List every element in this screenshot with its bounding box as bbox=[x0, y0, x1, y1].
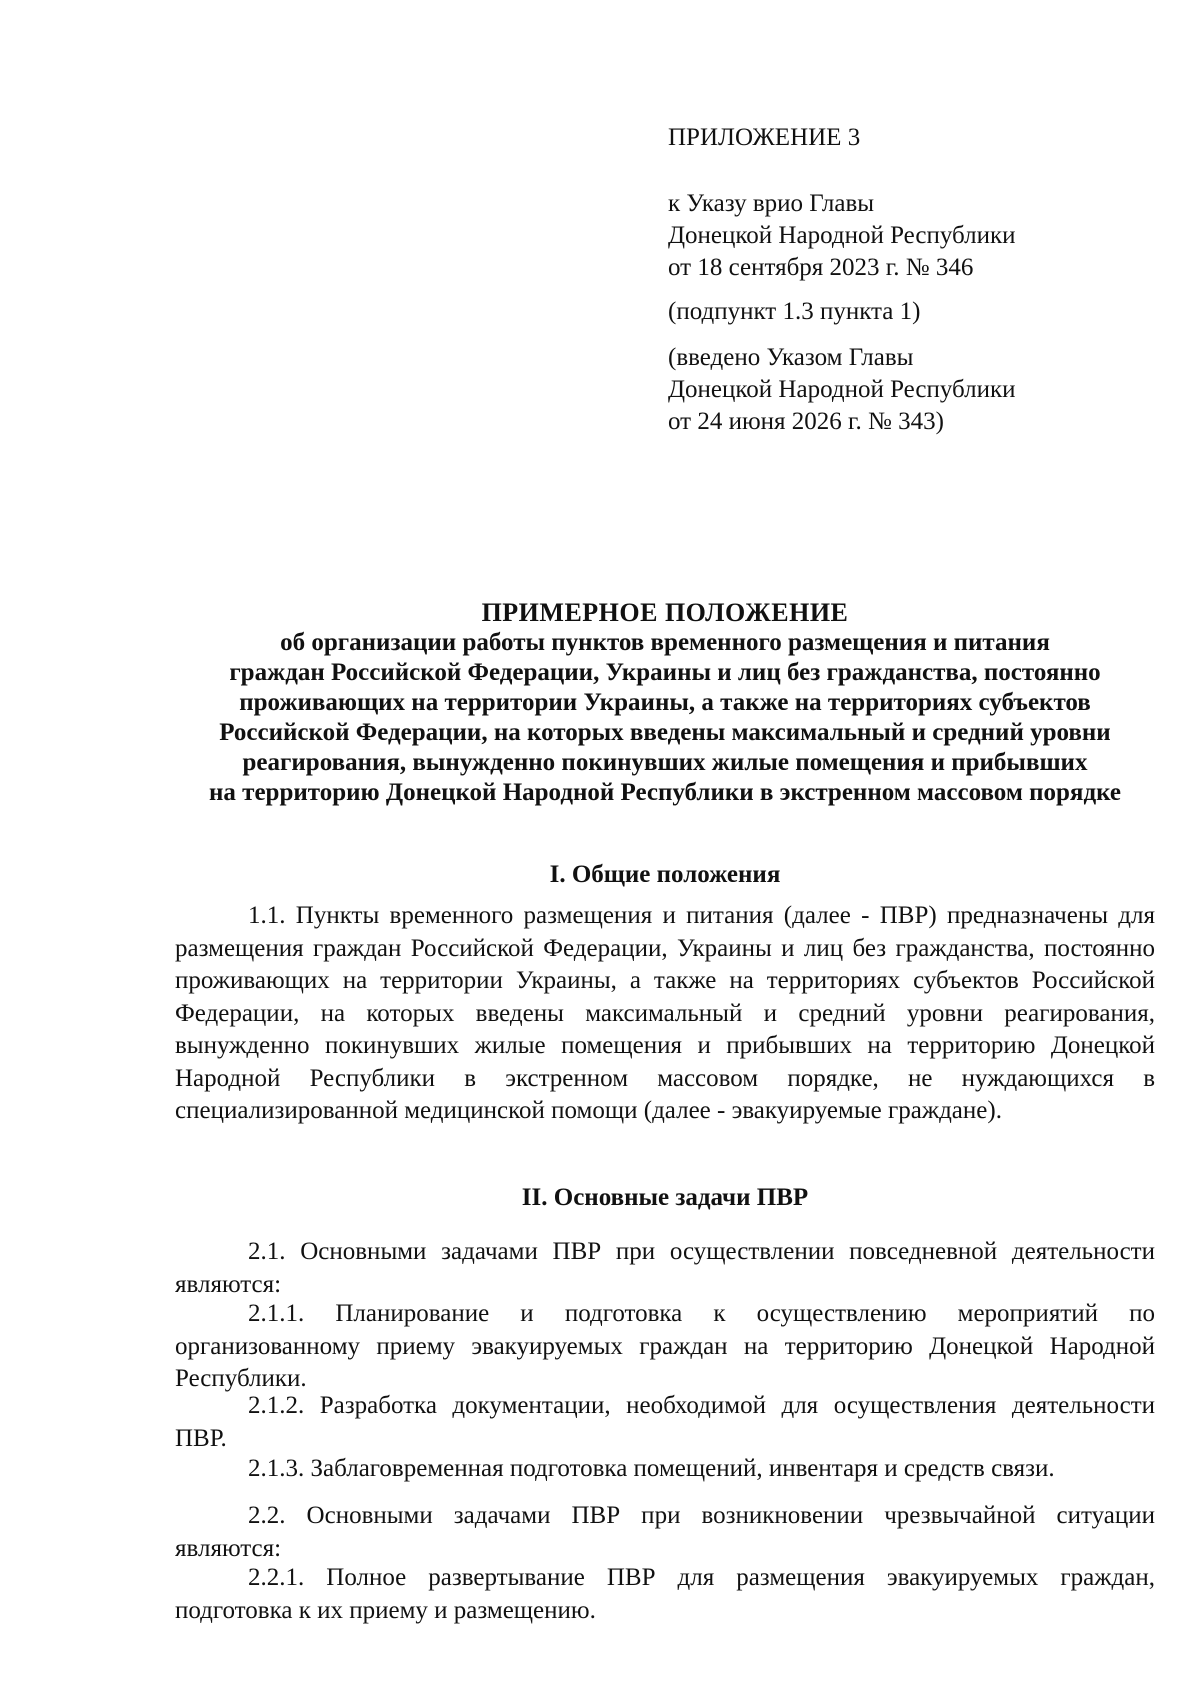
paragraph-2-1-3: 2.1.3. Заблаговременная подготовка помещений, инвентаря и средств связи. bbox=[248, 1455, 1055, 1482]
appendix-title bbox=[668, 122, 1138, 154]
paragraph-2-1-1: 2.1.1. Планирование и подготовка к осуществлению мероприятий по организованному приему эвакуируемых граждан на территорию Донецкой Народной Республики. bbox=[175, 1300, 1155, 1392]
document-title-line: проживающих на территории Украины, а также на территориях субъектов bbox=[239, 689, 1091, 716]
appendix-subpoint-text: (подпункт 1.3 пункта 1) bbox=[668, 298, 921, 325]
section-heading-general: I. Общие положения bbox=[549, 861, 781, 888]
document-title-main: ПРИМЕРНОЕ ПОЛОЖЕНИЕ bbox=[481, 598, 849, 627]
document-title-line: граждан Российской Федерации, Украины и лиц без гражданства, постоянно bbox=[229, 659, 1101, 686]
paragraph-1-1: 1.1. Пункты временного размещения и питания (далее - ПВР) предназначены для размещения граждан Российской Федерации, Украины и лиц без гражданства, постоянно проживающих на территории Украины, а также на территориях субъектов Российской Федерации, на которых введены максимальный и средний уровни реагирования, вынужденно покинувших жилые помещения и прибывших на территорию Донецкой Народной Республики в экстренном массовом порядке, не нуждающихся в специализированной медицинской помощи (далее - эвакуируемые граждане). bbox=[175, 902, 1155, 1124]
appendix-ref-line: Донецкой Народной Республики bbox=[668, 222, 1016, 249]
appendix-introduced-line: (введено Указом Главы bbox=[668, 344, 914, 371]
document-title-line: на территорию Донецкой Народной Республики в экстренном массовом порядке bbox=[209, 779, 1121, 806]
document-title bbox=[170, 598, 1160, 808]
appendix-introduced-line: от 24 июня 2026 г. № 343) bbox=[668, 408, 944, 435]
appendix-reference bbox=[668, 188, 1138, 284]
appendix-ref-line: от 18 сентября 2023 г. № 346 bbox=[668, 254, 974, 281]
document-title-line: об организации работы пунктов временного размещения и питания bbox=[280, 629, 1050, 656]
appendix-introduced-note bbox=[668, 342, 1138, 438]
appendix-subpoint bbox=[668, 296, 1138, 328]
appendix-introduced-line: Донецкой Народной Республики bbox=[668, 376, 1016, 403]
appendix-ref-line: к Указу врио Главы bbox=[668, 190, 875, 217]
document-title-line: Российской Федерации, на которых введены максимальный и средний уровни bbox=[219, 719, 1111, 746]
paragraph-2-2-1: 2.2.1. Полное развертывание ПВР для размещения эвакуируемых граждан, подготовка к их приему и размещению. bbox=[175, 1564, 1155, 1624]
paragraph-2-1: 2.1. Основными задачами ПВР при осуществлении повседневной деятельности являются: bbox=[175, 1238, 1155, 1298]
document-title-line: реагирования, вынужденно покинувших жилые помещения и прибывших bbox=[242, 749, 1088, 776]
paragraph-2-1-2: 2.1.2. Разработка документации, необходимой для осуществления деятельности ПВР. bbox=[175, 1392, 1155, 1452]
paragraph-2-2: 2.2. Основными задачами ПВР при возникновении чрезвычайной ситуации являются: bbox=[175, 1502, 1155, 1562]
section-heading-tasks: II. Основные задачи ПВР bbox=[521, 1184, 809, 1211]
appendix-title-text: ПРИЛОЖЕНИЕ 3 bbox=[668, 124, 861, 151]
